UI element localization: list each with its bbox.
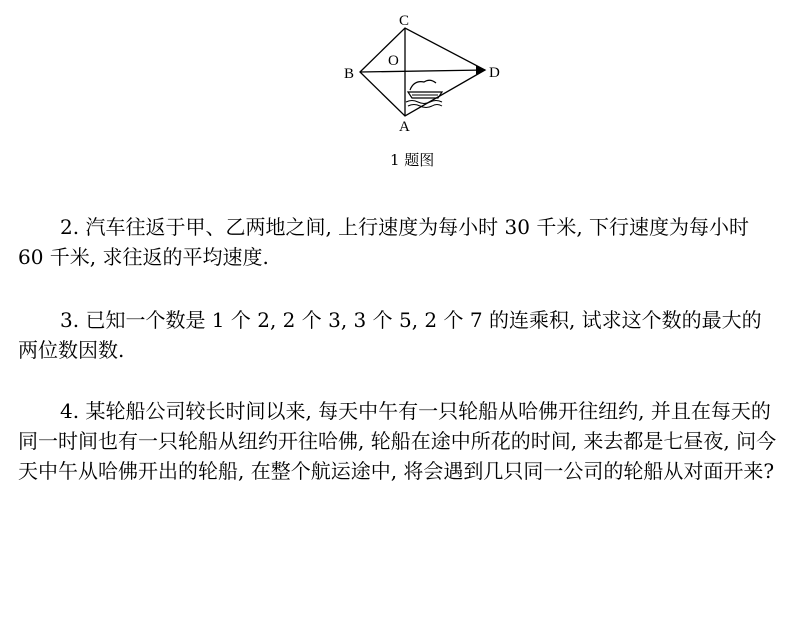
problem-4: 4. 某轮船公司较长时间以来, 每天中午有一只轮船从哈佛开往纽约, 并且在每天的同一时间也有一只轮船从纽约开往哈佛, 轮船在途中所花的时间, 来去都是七昼夜, 问今天中午从哈佛开出的轮船, 在整个航运途中, 将会遇到几只同一公司的轮船从对面开来?	[18, 399, 777, 483]
label-o: O	[388, 53, 399, 69]
label-c: C	[399, 13, 410, 29]
kite-diagram	[330, 6, 520, 138]
figure-caption: 1 题图	[390, 151, 435, 169]
problem-3: 3. 已知一个数是 1 个 2, 2 个 3, 3 个 5, 2 个 7 的连乘积, 试求这个数的最大的两位数因数.	[18, 308, 762, 362]
label-b: B	[344, 66, 355, 82]
boat-icon	[406, 80, 442, 107]
kite-diagram-svg	[330, 6, 520, 138]
label-a: A	[399, 119, 410, 135]
label-d: D	[489, 65, 500, 81]
problem-2: 2. 汽车往返于甲、乙两地之间, 上行速度为每小时 30 千米, 下行速度为每小时 60 千米, 求往返的平均速度.	[18, 215, 750, 269]
diagonal-bd	[360, 70, 485, 72]
